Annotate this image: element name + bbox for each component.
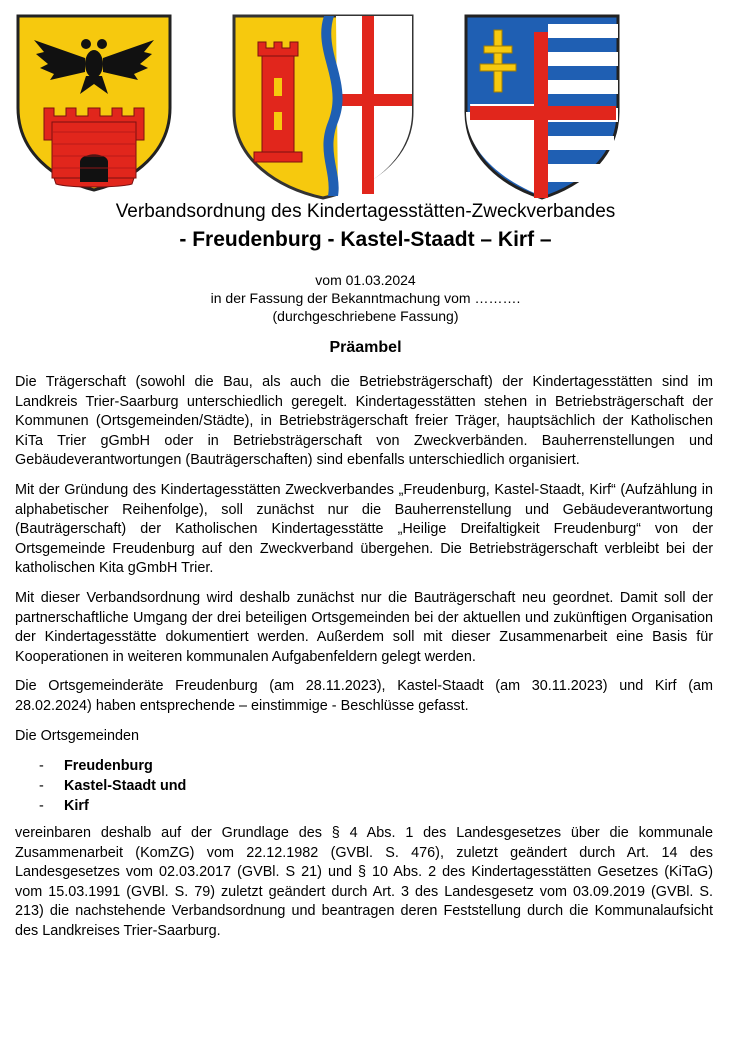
date-line: vom 01.03.2024	[315, 272, 416, 288]
coat-of-arms-freudenburg-icon	[14, 12, 174, 192]
paragraph: Die Trägerschaft (sowohl die Bau, als auch die Betriebsträgerschaft) der Kindertagesstätten sind im Landkreis Trier-Saarburg unterschiedlich geregelt. Kindertagesstätten stehen in Betriebsträgerschaft der Kommunen (Ortsgemeinden/Städte), in Betriebsträgerschaft freier Träger, hauptsächlich der Katholischen KiTa Trier gGmbH oder in Betriebsträgerschaft von Zweckverbänden. Bauherrenstellungen und Gebäudeverantwortungen (Bauträgerschaften) sind ebenfalls unterschiedlich organisiert.	[15, 374, 713, 469]
list-dash: -	[39, 778, 44, 795]
list-item	[15, 756, 713, 776]
list-item-label: Kirf	[64, 798, 89, 815]
list-item-label: Freudenburg	[64, 758, 153, 775]
preamble-body	[15, 373, 713, 942]
list-item	[15, 776, 713, 796]
note-line: (durchgeschriebene Fassung)	[272, 308, 459, 324]
coat-of-arms-kastel-staadt-icon	[228, 12, 418, 202]
coat-of-arms-kirf-icon	[462, 12, 622, 202]
document-title: Verbandsordnung des Kindertagesstätten-Zweckverbandes	[115, 201, 616, 222]
list-item-label: Kastel-Staadt und	[64, 778, 187, 795]
closing-paragraph: vereinbaren deshalb auf der Grundlage des § 4 Abs. 1 des Landesgesetzes über die kommunale Zusammenarbeit (KomZG) vom 22.12.1982 (GVBl. S. 476), zuletzt geändert durch Art. 14 des Landesgesetzes vom 02.03.2017 (GVBl. S 21) und § 10 Abs. 2 des Kindertagesstätten Gesetzes (KiTaG) vom 15.03.1991 (GVBl. S. 79) zuletzt geändert durch Art. 3 des Landesgesetz vom 03.09.2019 (GVBl. S. 213) die nachstehende Verbandsordnung und beantragen deren Feststellung durch die Kommunalaufsicht des Landkreises Trier-Saarburg.	[15, 825, 713, 940]
paragraph: Die Ortsgemeinderäte Freudenburg (am 28.11.2023), Kastel-Staadt (am 30.11.2023) und Kirf (am 28.02.2024) haben entsprechende – einstimmige - Beschlüsse gefasst.	[15, 678, 713, 714]
municipality-list	[15, 756, 713, 816]
date-block	[0, 271, 731, 325]
document-subtitle: - Freudenburg - Kastel-Staadt – Kirf –	[179, 228, 552, 251]
coat-of-arms-row	[0, 12, 731, 202]
list-item	[15, 796, 713, 816]
paragraph: Mit dieser Verbandsordnung wird deshalb zunächst nur die Bauträgerschaft neu geordnet. Damit soll der partnerschaftliche Umgang der drei beteiligen Ortsgemeinden bei der aktuellen und zukünftigen Organisation der Kindertagesstätte dokumentiert werden. Außerdem soll mit dieser Zusammenarbeit eine Basis für Kooperationen in weiteren kommunalen Aufgabenfeldern gelegt werden.	[15, 589, 713, 665]
version-line: in der Fassung der Bekanntmachung vom ……….	[210, 290, 521, 306]
paragraph: Mit der Gründung des Kindertagesstätten Zweckverbandes „Freudenburg, Kastel-Staadt, Kirf“ (Aufzählung in alphabetischer Reihenfolge), soll zunächst nur die Bauherrenstellung und Gebäudeverantwortung (Bauträgerschaft) der Katholischen Kindertagesstätte „Heilige Dreifaltigkeit Freudenburg“ von der Ortsgemeinde Freudenburg auf den Zweckverband übergehen. Die Betriebsträgerschaft verbleibt bei der katholischen Kita gGmbH Trier.	[15, 481, 713, 577]
paragraph: Die Ortsgemeinden	[15, 727, 139, 744]
list-dash: -	[39, 758, 44, 775]
preamble-heading: Präambel	[329, 339, 402, 356]
list-dash: -	[39, 798, 44, 815]
